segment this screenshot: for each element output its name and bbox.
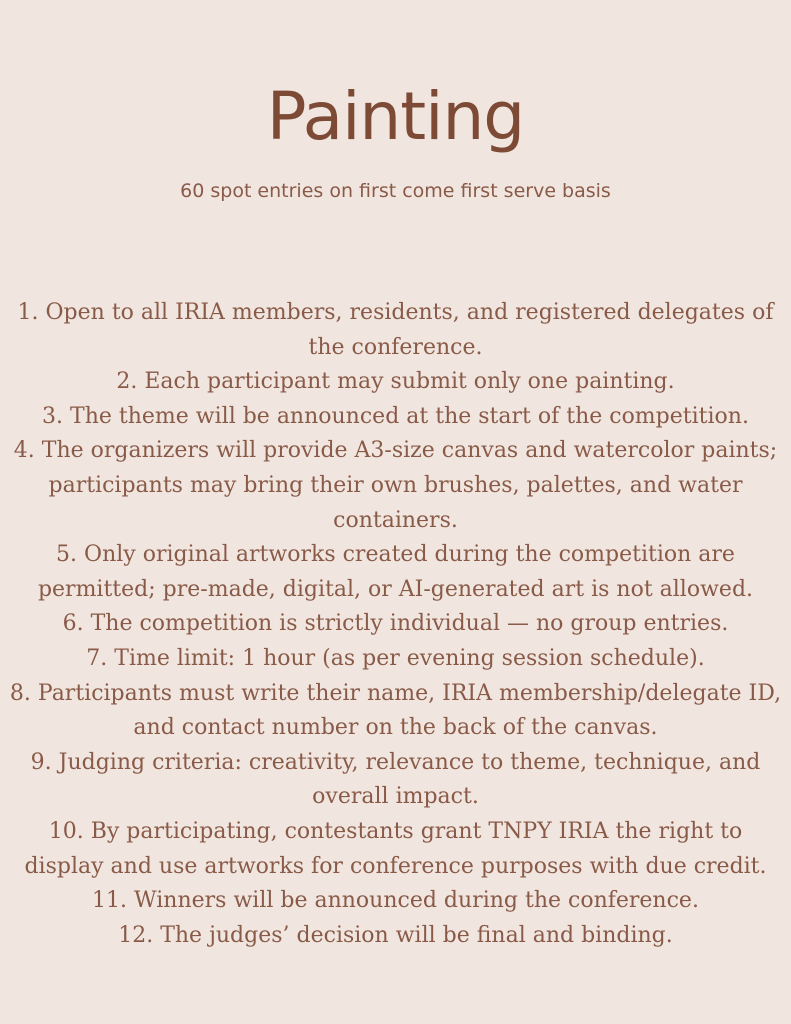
rule-item: 10. By participating, contestants grant TNPY IRIA the right to display and use artworks for conference purposes with due credit. — [24, 818, 767, 879]
rule-item: 5. Only original artworks created during the competition are permitted; pre-made, digital, or AI-generated art is not allowed. — [37, 542, 754, 602]
rule-item: 11. Winners will be announced during the conference. — [92, 888, 699, 914]
rule-item: 6. The competition is strictly individual — no group entries. — [62, 611, 729, 637]
rule-item: 8. Participants must write their name, IRIA membership/delegate ID, and contact number on the back of the canvas. — [9, 680, 782, 741]
rule-item: 3. The theme will be announced at the start of the competition. — [42, 403, 749, 429]
rule-item: 7. Time limit: 1 hour (as per evening session schedule). — [86, 645, 705, 671]
rules-list — [0, 296, 791, 953]
rule-item: 4. The organizers will provide A3-size canvas and watercolor paints; participants may bring their own brushes, palettes, and water containers. — [13, 438, 778, 533]
page-title: Painting — [266, 78, 525, 155]
rule-item: 12. The judges’ decision will be final and binding. — [118, 922, 673, 948]
rule-item: 2. Each participant may submit only one painting. — [116, 369, 675, 395]
rule-item: 1. Open to all IRIA members, residents, and registered delegates of the conference. — [17, 300, 774, 360]
rule-item: 9. Judging criteria: creativity, relevance to theme, technique, and overall impact. — [30, 749, 761, 810]
page-subtitle: 60 spot entries on first come first serve basis — [180, 180, 611, 202]
